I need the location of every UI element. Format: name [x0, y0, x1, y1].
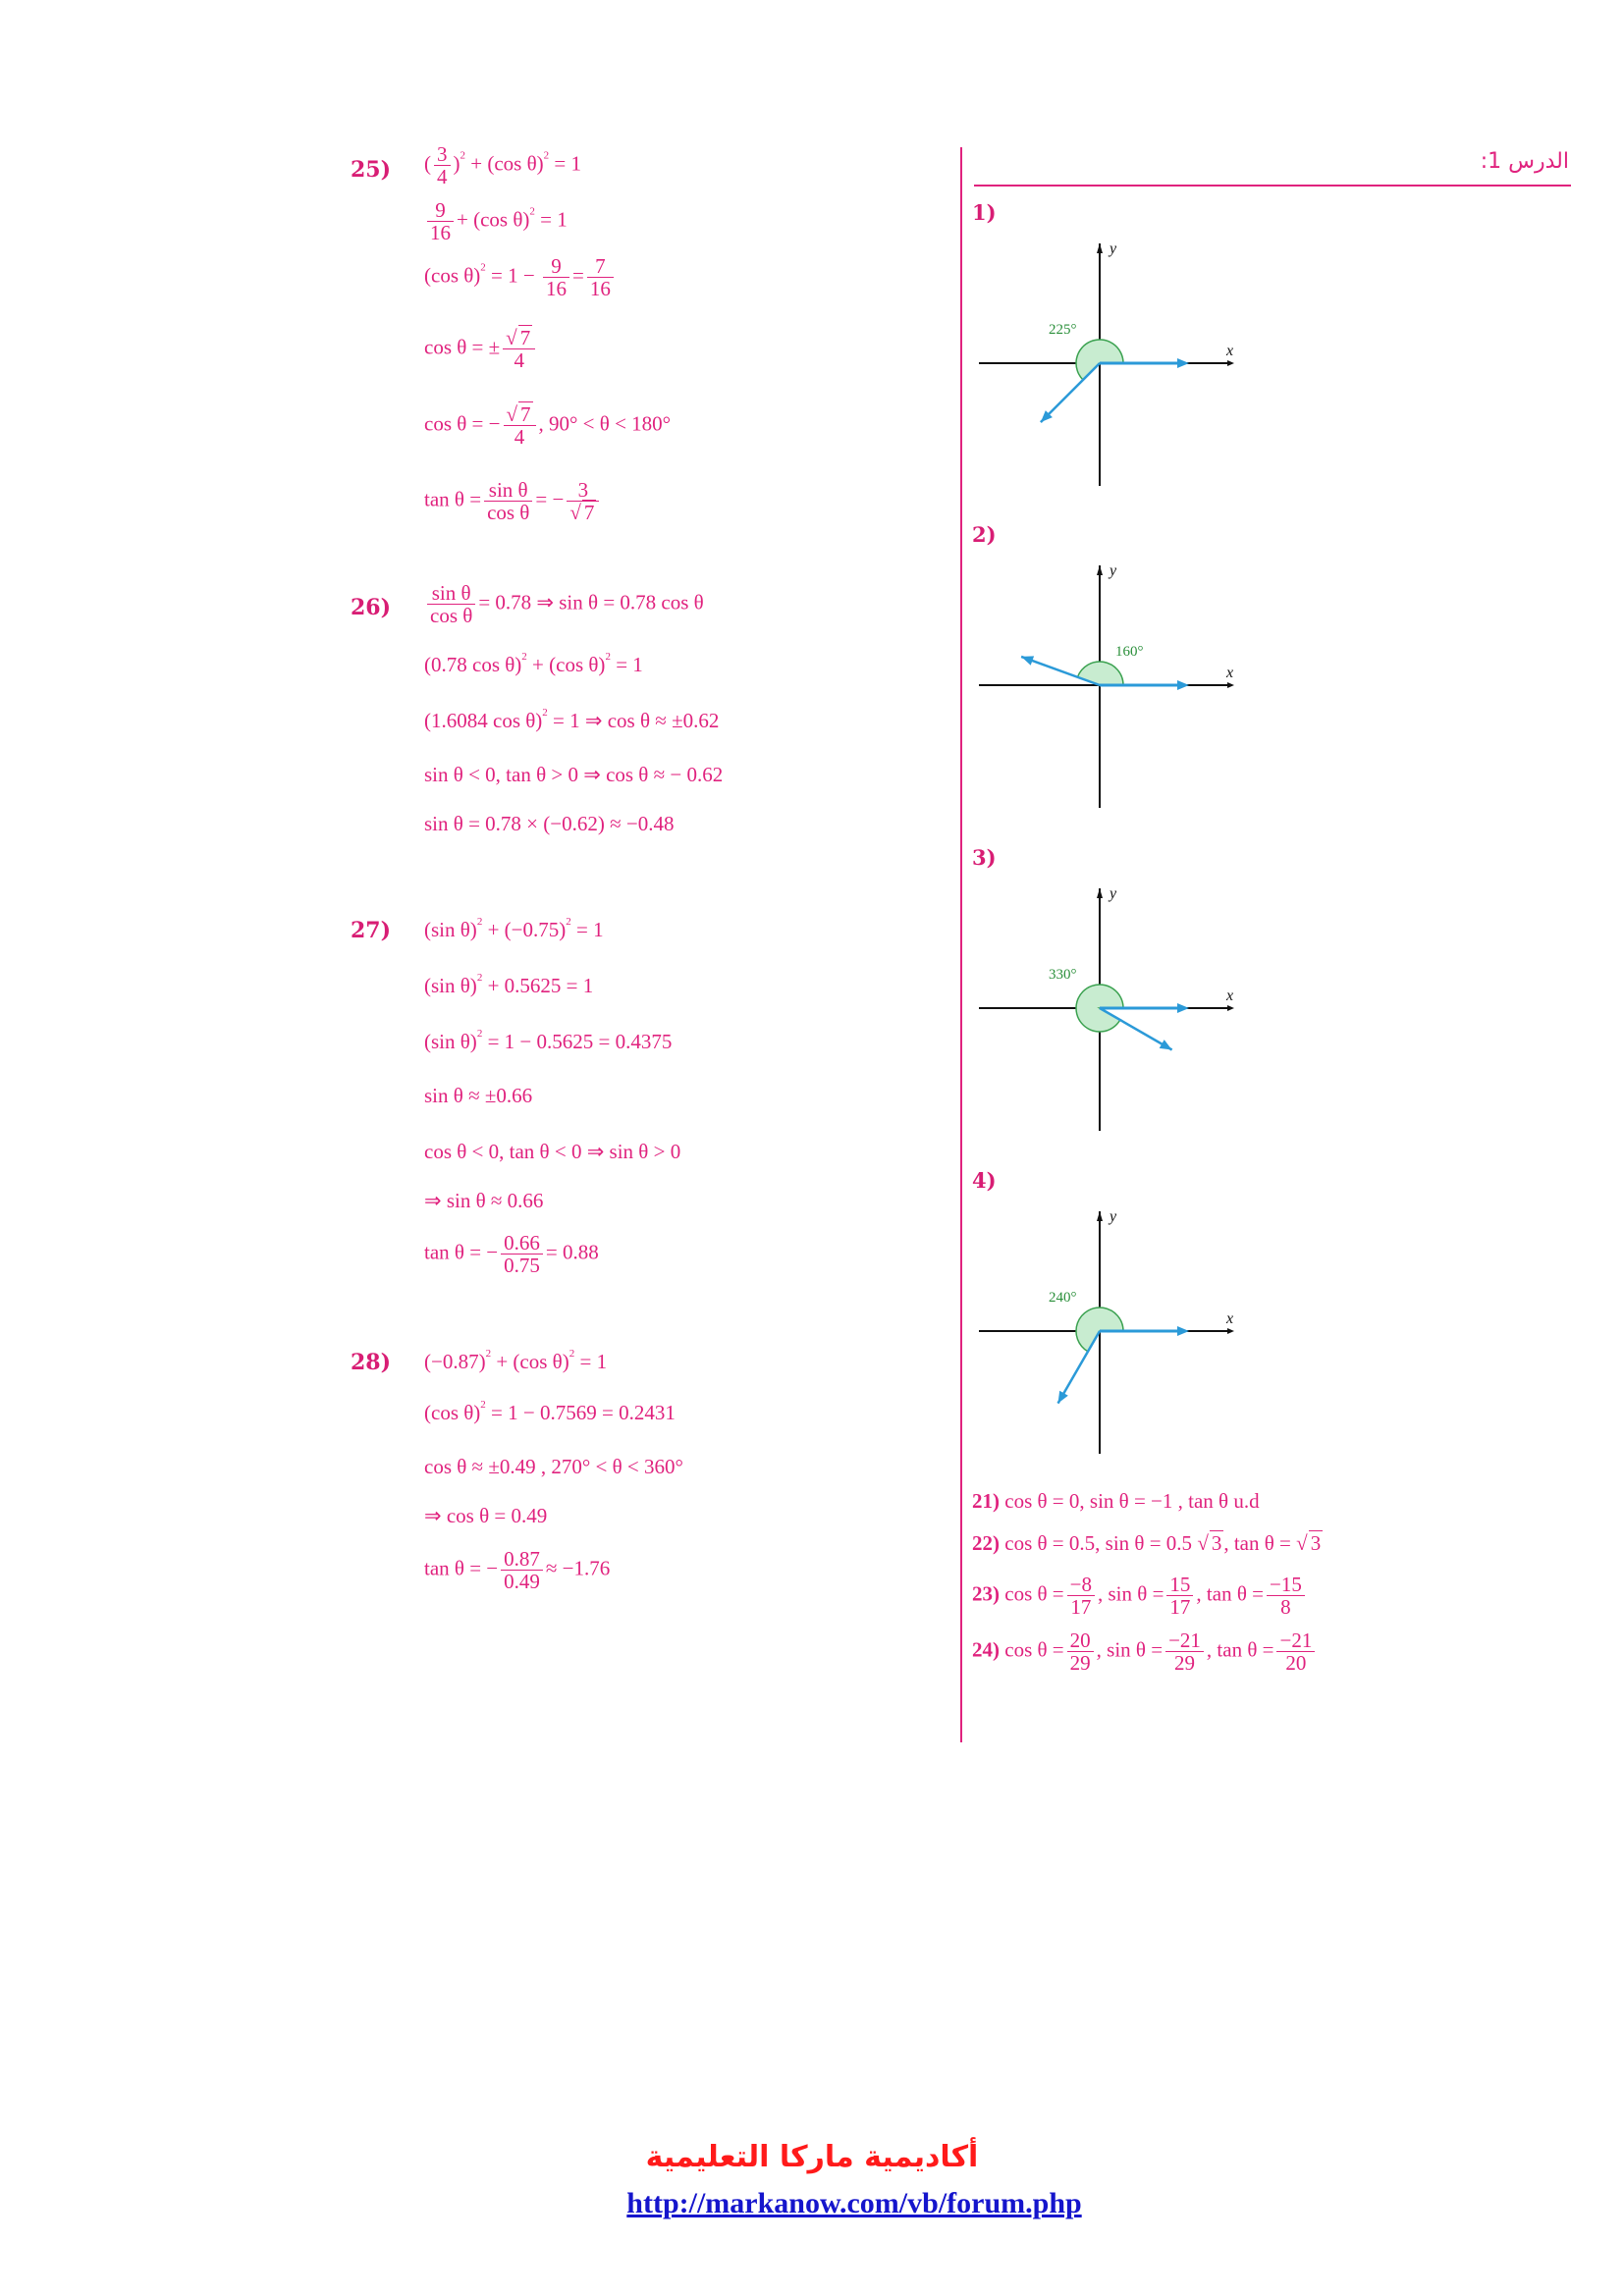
- graph-3-label: 3): [972, 845, 997, 870]
- lesson-title: الدرس 1:: [1480, 149, 1569, 174]
- y-arrow: [1097, 565, 1103, 575]
- p27-line2: (sin θ)$^2$ + 0.5625 = 1: [424, 972, 594, 997]
- initial-side-arrowhead: [1177, 680, 1189, 690]
- problem-27-number: 27): [351, 918, 392, 943]
- p26-line4: sin θ < 0, tan θ > 0 ⇒ cos θ ≈ − 0.62: [424, 763, 724, 786]
- x-axis-label: x: [1226, 1310, 1234, 1327]
- unit-circle-graph-3: [977, 881, 1252, 1136]
- answer-22: 22) cos θ = 0.5, sin θ = 0.5 √ 3, tan θ = √ 3: [972, 1531, 1322, 1555]
- p26-line2: (0.78 cos θ)$^2$ + (cos θ)$^2$ = 1: [424, 651, 643, 676]
- initial-side-arrowhead: [1177, 358, 1189, 368]
- p25-line1: ( $\frac{3}{4}$ )$^2$ + (cos θ)$^2$ = 1: [424, 142, 581, 189]
- terminal-side-arrowhead: [1021, 656, 1034, 665]
- p25-line2: $\frac{9}{16}$ + (cos θ)$^2$ = 1: [424, 199, 568, 243]
- initial-side-arrowhead: [1177, 1003, 1189, 1013]
- y-arrow: [1097, 888, 1103, 898]
- initial-side-arrowhead: [1177, 1326, 1189, 1336]
- footer-academy-name: أكاديمية ماركا التعليمية: [645, 2140, 979, 2174]
- p28-line3: cos θ ≈ ±0.49 , 270° < θ < 360°: [424, 1455, 683, 1478]
- p25-line3: (cos θ)$^2$ = 1 − $\frac{9}{16}$ = $\frac{7}{16}$: [424, 255, 617, 299]
- problem-26-number: 26): [351, 595, 392, 620]
- problem-28-number: 28): [351, 1350, 392, 1375]
- p25-line4: cos θ = ± $\frac{√ 7}{4}$: [424, 327, 538, 371]
- unit-circle-graph-2: [977, 558, 1252, 813]
- unit-circle-graph-4: [977, 1203, 1252, 1459]
- x-axis-label: x: [1226, 343, 1234, 359]
- p25-line6: tan θ = $\frac{\text{sin θ}}{\text{cos θ}}$ = − $\frac{3}{√ 7}$: [424, 479, 602, 523]
- x-arrow: [1227, 1005, 1234, 1011]
- column-divider: [960, 147, 962, 1742]
- angle-label: 330°: [1049, 967, 1077, 983]
- y-axis-label: y: [1110, 1208, 1117, 1225]
- y-arrow: [1097, 1211, 1103, 1221]
- x-arrow: [1227, 360, 1234, 366]
- p27-line4: sin θ ≈ ±0.66: [424, 1084, 533, 1107]
- y-arrow: [1097, 243, 1103, 253]
- y-axis-label: y: [1110, 240, 1117, 257]
- header-rule: [974, 185, 1571, 187]
- unit-circle-graph-1: [977, 236, 1252, 491]
- p28-line1: $(-0.87)^2 + (\cos$ θ)$^2$ = 1: [424, 1348, 608, 1373]
- angle-label: 160°: [1115, 644, 1144, 660]
- problem-25-number: 25): [351, 157, 392, 183]
- p27-line6: ⇒ sin θ ≈ 0.66: [424, 1189, 544, 1212]
- x-axis-label: x: [1226, 665, 1234, 681]
- answer-24: 24) cos θ = $\frac{20}{29}$ , sin θ = $\frac{-21}{29}$ , tan θ = $\frac{-21}{20}$: [972, 1629, 1318, 1674]
- x-axis-label: x: [1226, 988, 1234, 1004]
- graph-2-label: 2): [972, 522, 997, 547]
- p26-line5: sin θ = 0.78 × (−0.62) ≈ −0.48: [424, 812, 675, 835]
- terminal-side-vector: [1041, 363, 1100, 422]
- p28-line4: ⇒ cos θ = 0.49: [424, 1504, 548, 1527]
- x-arrow: [1227, 1328, 1234, 1334]
- p25-line5: cos θ = − $\frac{√ 7}{4}$ , 90° < θ < 180°: [424, 402, 672, 450]
- angle-sector: [1077, 662, 1123, 685]
- graph-4-label: 4): [972, 1168, 997, 1193]
- angle-label: 240°: [1049, 1290, 1077, 1306]
- answer-21: 21) cos θ = 0, sin θ = −1 , tan θ u.d: [972, 1489, 1260, 1513]
- p27-line5: cos θ < 0, tan θ < 0 ⇒ sin θ > 0: [424, 1140, 681, 1163]
- p26-line1: $\frac{\text{sin θ}}{\text{cos θ}}$ = 0.78 ⇒ sin θ = 0.78 cos θ: [424, 582, 704, 626]
- p27-line3: (sin θ)$^2$ = 1 − 0.5625 = 0.4375: [424, 1028, 673, 1053]
- p27-line7: tan θ = − $\frac{0.66}{0.75}$ = 0.88: [424, 1231, 599, 1278]
- x-arrow: [1227, 682, 1234, 688]
- y-axis-label: y: [1110, 562, 1117, 579]
- p28-line5: tan θ = − $\frac{0.87}{0.49}$ ≈ −1.76: [424, 1547, 611, 1594]
- p28-line2: (cos θ)$^2$ = 1 − 0.7569 = 0.2431: [424, 1399, 676, 1424]
- p26-line3: (1.6084 cos θ)$^2$ = 1 ⇒ cos θ ≈ ±0.62: [424, 707, 720, 732]
- angle-label: 225°: [1049, 322, 1077, 338]
- answer-23: 23) cos θ = $\frac{-8}{17}$ , sin θ = $\frac{15}{17}$ , tan θ = $\frac{-15}{8}$: [972, 1574, 1308, 1618]
- footer-link[interactable]: http://markanow.com/vb/forum.php: [626, 2187, 1082, 2219]
- graph-1-label: 1): [972, 200, 997, 225]
- p27-line1: (sin $\theta)^2 + (-0.75)^2 = 1$: [424, 916, 604, 941]
- y-axis-label: y: [1110, 885, 1117, 902]
